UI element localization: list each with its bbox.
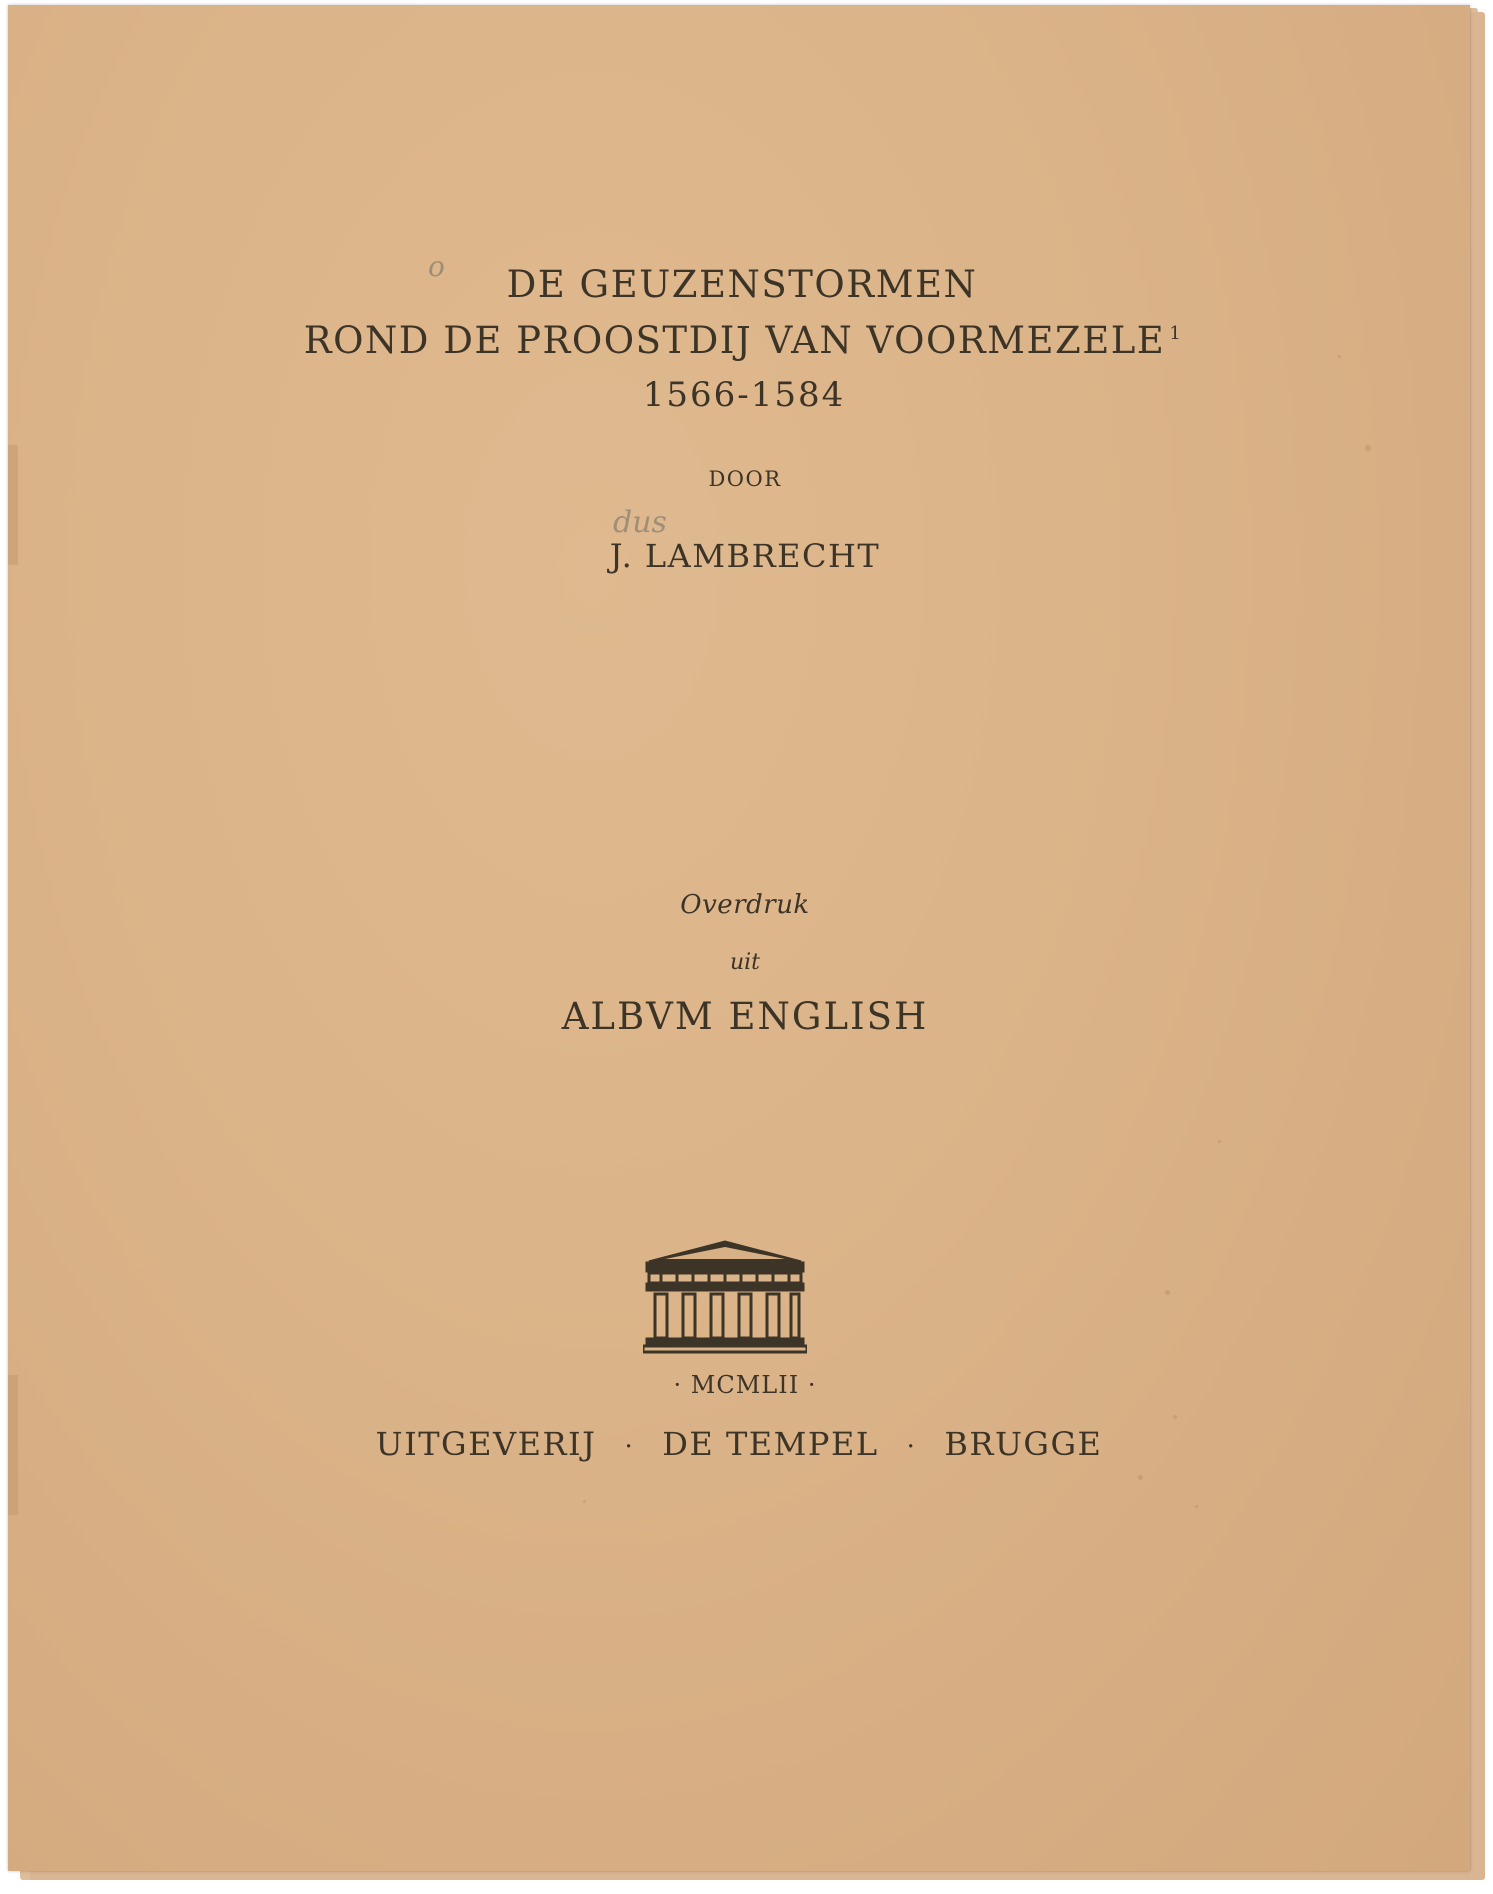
offprint-label: Overdruk	[680, 890, 810, 920]
publisher-separator: ·	[906, 1432, 917, 1462]
title-line-2-text: ROND DE PROOSTDIJ VAN VOORMEZELE	[303, 319, 1166, 362]
title-dates: 1566-1584	[642, 375, 846, 415]
publisher-separator: ·	[624, 1432, 635, 1462]
source-title: ALBVM ENGLISH	[561, 995, 929, 1038]
title-line-2	[8, 319, 1470, 362]
paper-speck	[1195, 1505, 1198, 1508]
paper-speck	[1365, 445, 1371, 451]
by-label: DOOR	[708, 467, 782, 491]
footnote-mark: 1	[1169, 323, 1183, 344]
paper-speck	[1138, 1475, 1143, 1480]
paper-speck	[583, 1500, 586, 1503]
publisher-imprint-name: DE TEMPEL	[662, 1425, 879, 1463]
pencil-author-note: dus	[613, 505, 667, 540]
pencil-mark: o	[428, 250, 445, 283]
title-line-1: DE GEUZENSTORMEN	[506, 263, 978, 306]
author-name: J. LAMBRECHT	[609, 537, 881, 575]
from-label: uit	[729, 950, 761, 975]
publisher-city: BRUGGE	[944, 1425, 1103, 1463]
publication-year: · MCMLII ·	[673, 1371, 817, 1399]
publisher-imprint	[8, 1425, 1470, 1463]
paper-speck	[1173, 1415, 1177, 1419]
temple-icon	[643, 1238, 807, 1356]
booklet-cover	[8, 5, 1470, 1871]
paper-speck	[1165, 1290, 1170, 1295]
publisher-name: UITGEVERIJ	[375, 1425, 597, 1463]
paper-speck	[1218, 1140, 1221, 1143]
